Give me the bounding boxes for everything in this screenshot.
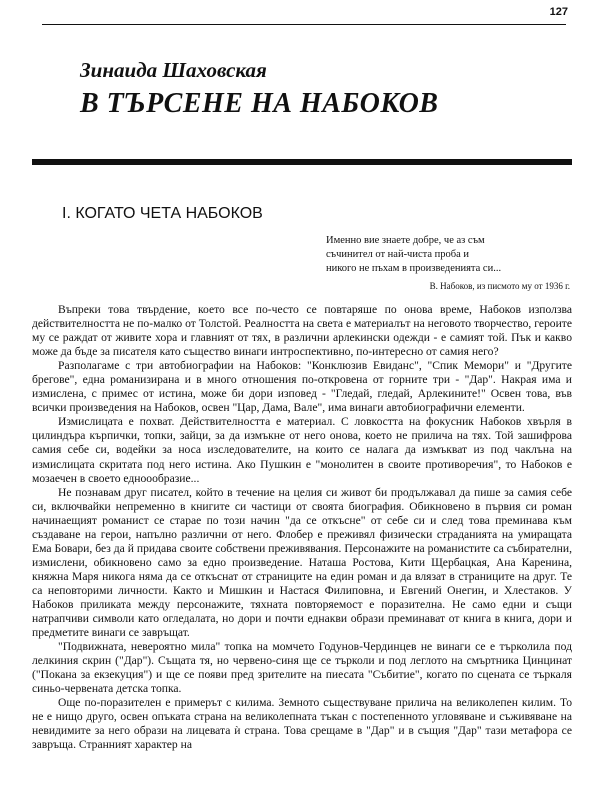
epigraph-line: съчинител от най-чиста проба и	[326, 249, 469, 260]
author-name: Зинаида Шаховская	[80, 58, 267, 82]
top-rule	[42, 24, 566, 25]
epigraph-line: Именно вие знаете добре, че аз съм	[326, 235, 485, 246]
paragraph: Измислицата е похват. Действителността е материал. С ловкостта на фокусник Набоков хвърля в цилиндъра кърпички, топки, зайци, за да измъкне от него онова, което не прилича на тях. Той зашифрова самия себе си, водейки за носа изследователите, на които се налага да измъкват из под чаклъна на измислицата скритата под него истина. Ако Пушкин е "монолитен в своите противоречия", то Набоков е мозаечен в своето едноообразие...	[32, 415, 572, 485]
title-divider	[32, 159, 572, 165]
epigraph-attribution: В. Набоков, из писмото му от 1936 г.	[429, 281, 570, 291]
paragraph: Въпреки това твърдение, което все по-често се повтаряше по онова време, Набоков използва действителността не по-малко от Толстой. Реалността на света е материалът на неговото творчество, героите му се раждат от живите хора и главният от тях, в различни арлекински одежди - е самият той. Пък и какво може да бъде за писателя като същество винаги интроспективно, по-интересно от самия него?	[32, 303, 572, 359]
epigraph	[326, 234, 570, 293]
article-body	[32, 303, 572, 753]
paragraph: Разполагаме с три автобиографии на Набоков: "Конклюзив Евиданс", "Спик Мемори" и "Другите брегове", една романизирана и в много отношения по-откровена от горните три - "Дар". Накрая има и измислена, с примес от истина, може би дори изповед - "Гледай, гледай, Арлекините!" Освен това, във всички произведения на Набоков, освен "Цар, Дама, Вале", има винаги автобиографични елементи.	[32, 359, 572, 415]
article-title: В ТЪРСЕНЕ НА НАБОКОВ	[80, 88, 439, 119]
section-heading: I. КОГАТО ЧЕТА НАБОКОВ	[62, 205, 263, 222]
page-number: 127	[549, 6, 568, 18]
epigraph-line: никого не пъхам в произведенията си...	[326, 263, 502, 274]
paragraph: "Подвижната, невероятно мила" топка на момчето Годунов-Чердинцев не винаги се е търколила под лелкиния скрин ("Дар"). Същата тя, но червено-синя ще се търколи и под леглото на смъртника Цинцинат ("Покана за екзекуция") и ще се появи пред зрителите на пиесата "Събитие", когато по сцената се търкаля синьо-червената детска топка.	[32, 640, 572, 696]
paragraph: Не познавам друг писател, който в течение на целия си живот би продължавал да пише за самия себе си, включвайки непременно в книгите си частици от своята биография. Обикновено в първия си роман начинаещият романист се старае по този начин "да се откъсне" от себе си и след това преминава към създаване на герои, напълно различни от него. Флобер е преживял физически страданията на умиращата Ема Бовари, без да й придава своите собствени преживявания. Персонажите на романистите са събирателни, измислени, обикновено само за едно произведение. Наташа Ростова, Кити Щербацкая, Ана Каренина, княжна Маря никога няма да се откъснат от страниците на един роман и да влязат в страниците на друг. Те са неповторими личности. Както и Мишкин и Настася Филиповна, и Евгений Онегин, и Хлестаков. У Набоков приликата между персонажите, тяхната повторяемост е поразителна. Не само едни и същи натрапчиви символи като огледалата, но дори и почти еднакви образи преминават от книга в книга, дори и предметите винаги се завръщат.	[32, 485, 572, 640]
paragraph: Още по-поразителен е примерът с килима. Земното съществуване прилича на великолепен килим. То не е нищо друго, освен опъката страна на великолепната тъкан с постепенното угловяване и съживяване на невидимите за него образи на лицевата ѝ страна. Това срещаме в "Дар" и в същия "Дар" тази метафора се завръща. Странният характер на	[32, 696, 572, 752]
